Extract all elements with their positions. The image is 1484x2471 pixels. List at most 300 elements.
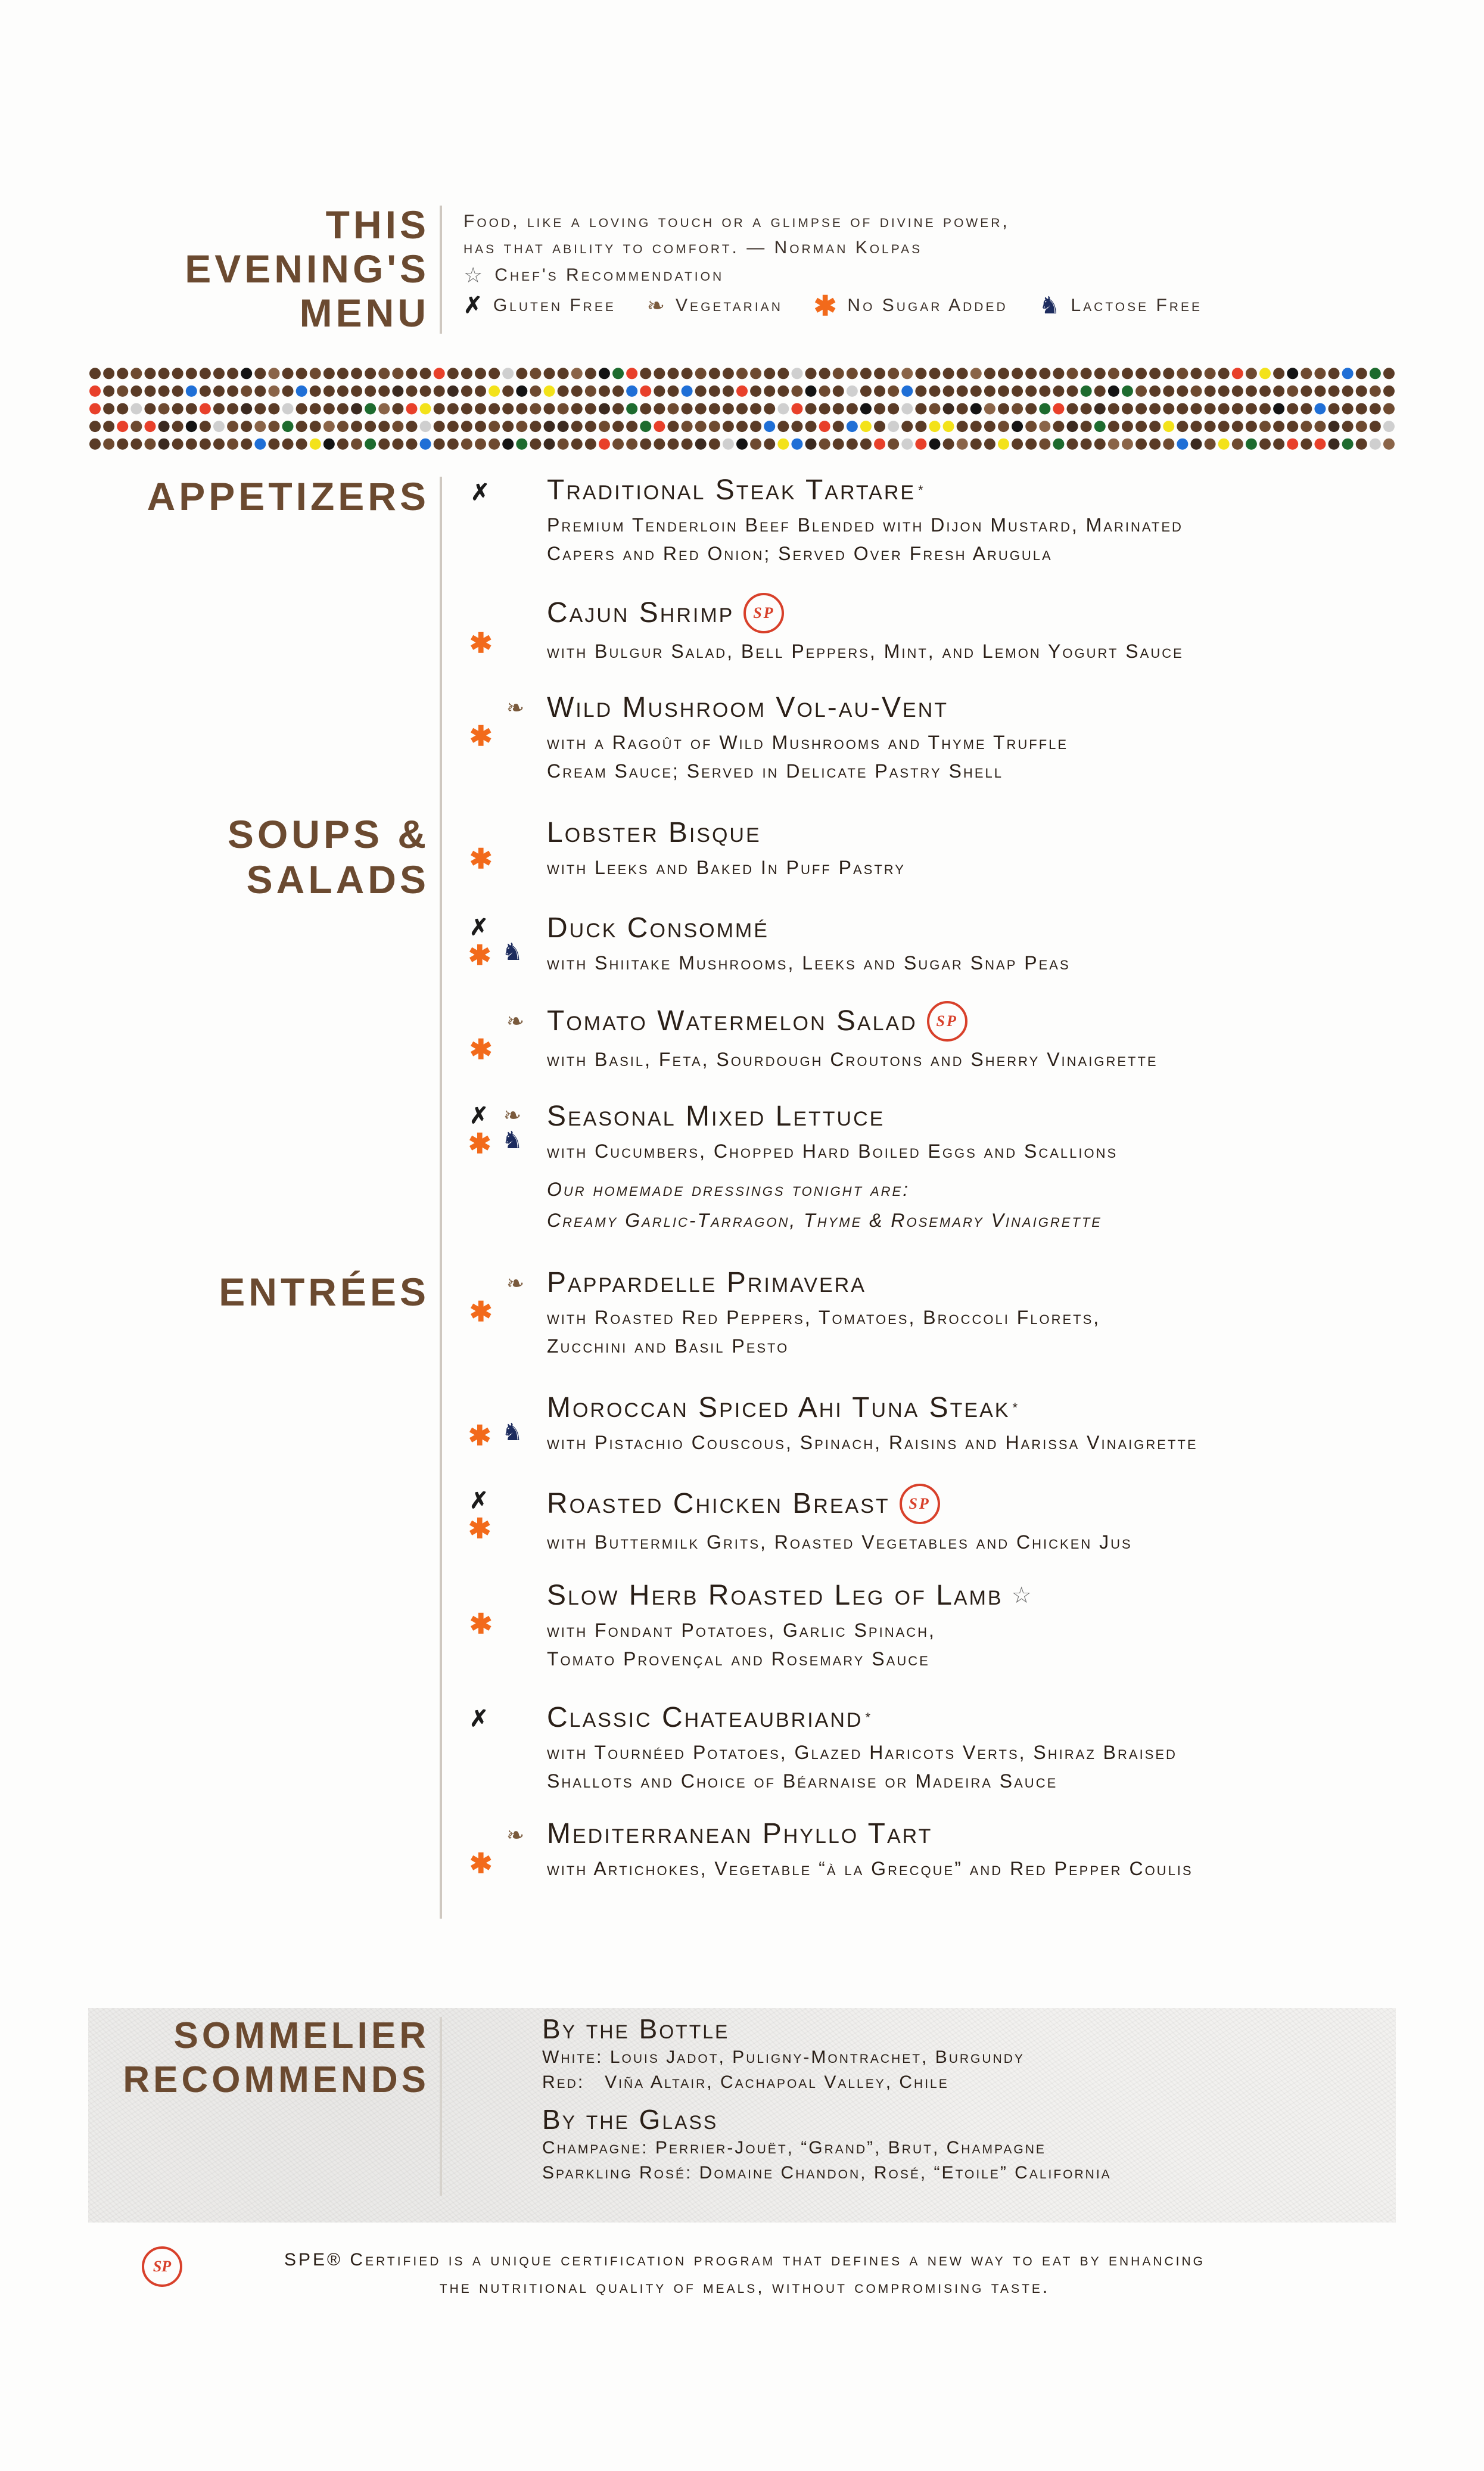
decorative-dot (654, 386, 665, 397)
item-description: Premium Tenderloin Beef Blended with Dijon Mustard, Marinated (547, 514, 1183, 536)
decorative-dot (626, 386, 637, 397)
decorative-dot (860, 368, 872, 379)
legend-label: Gluten Free (493, 296, 616, 315)
decorative-dot (186, 386, 197, 397)
decorative-dot (130, 421, 142, 432)
decorative-dot (1135, 421, 1147, 432)
decorative-dot (213, 386, 225, 397)
lactose-free-icon: ♞ (502, 1127, 523, 1154)
decorative-dot (1135, 403, 1147, 415)
menu-item (547, 912, 1429, 977)
decorative-dot (461, 421, 472, 432)
decorative-dot (1081, 439, 1092, 450)
decorative-dot (750, 386, 761, 397)
decorative-dot (516, 421, 527, 432)
decorative-dot (998, 421, 1009, 432)
decorative-dot (777, 368, 789, 379)
decorative-dot (323, 368, 335, 379)
item-description: Shallots and Choice of Béarnaise or Madeira Sauce (547, 1770, 1058, 1792)
decorative-dot (241, 421, 252, 432)
decorative-dot (1177, 368, 1188, 379)
decorative-dot (158, 439, 170, 450)
decorative-dot (337, 421, 349, 432)
decorative-dot (709, 421, 720, 432)
decorative-dot (89, 403, 101, 415)
decorative-dot (420, 439, 431, 450)
decorative-dot (1273, 439, 1284, 450)
spe-certified-icon: SP (142, 2246, 182, 2287)
decorative-dot (1287, 421, 1298, 432)
decorative-dot (819, 439, 830, 450)
decorative-dot (172, 439, 183, 450)
decorative-dot (117, 368, 128, 379)
decorative-dot (1383, 421, 1395, 432)
decorative-dot (1342, 421, 1354, 432)
decorative-dot (1012, 439, 1023, 450)
decorative-dot (571, 439, 583, 450)
decorative-dot (530, 368, 541, 379)
decorative-dot (172, 386, 183, 397)
decorative-dot (1246, 386, 1257, 397)
decorative-dot (612, 368, 624, 379)
decorative-dot (764, 368, 775, 379)
decorative-dot (1259, 403, 1271, 415)
decorative-dot (805, 368, 817, 379)
decorative-dot (1329, 386, 1340, 397)
decorative-dot (130, 403, 142, 415)
decorative-dot (612, 386, 624, 397)
decorative-dot (186, 439, 197, 450)
decorative-dot (888, 421, 899, 432)
decorative-dot (1329, 368, 1340, 379)
decorative-dot (1246, 421, 1257, 432)
decorative-dot (268, 368, 279, 379)
decorative-dot (640, 386, 651, 397)
decorative-dot (750, 439, 761, 450)
decorative-dot (998, 403, 1009, 415)
decorative-dot (144, 439, 155, 450)
decorative-dot (777, 403, 789, 415)
decorative-dot (750, 421, 761, 432)
item-description: Capers and Red Onion; Served Over Fresh Arugula (547, 543, 1053, 564)
menu-title-line: MENU (299, 291, 430, 335)
decorative-dot (200, 421, 211, 432)
item-description: with Bulgur Salad, Bell Peppers, Mint, and Lemon Yogurt Sauce (547, 641, 1184, 662)
item-name: Roasted Chicken Breast (547, 1488, 890, 1519)
decorative-dot (351, 386, 362, 397)
decorative-dot (1149, 439, 1161, 450)
decorative-dot (434, 368, 445, 379)
decorative-dot (378, 421, 390, 432)
decorative-dot (1273, 403, 1284, 415)
decorative-dot (268, 386, 279, 397)
lactose-free-icon: ♞ (502, 1419, 523, 1446)
legend-chef-label: Chef's Recommendation (494, 265, 724, 285)
decorative-dot (420, 368, 431, 379)
decorative-dot (1205, 439, 1216, 450)
decorative-dot (351, 421, 362, 432)
decorative-dot (158, 421, 170, 432)
decorative-dot (227, 368, 238, 379)
decorative-dot (984, 386, 995, 397)
decorative-dot (1177, 421, 1188, 432)
gluten-free-icon: ✗ (469, 1488, 489, 1513)
decorative-dot (723, 386, 734, 397)
decorative-dot (117, 439, 128, 450)
decorative-dot (585, 403, 596, 415)
decorative-dot (558, 368, 569, 379)
decorative-dot (130, 439, 142, 450)
item-description: with a Ragoût of Wild Mushrooms and Thyme Truffle (547, 732, 1069, 753)
decorative-dot (351, 368, 362, 379)
decorative-dot (558, 386, 569, 397)
quote-line: Food, like a loving touch or a glimpse of divine power, (463, 212, 1010, 231)
decorative-dot (1342, 403, 1354, 415)
decorative-dot (1329, 403, 1340, 415)
decorative-dot (970, 439, 982, 450)
decorative-dot (1356, 403, 1367, 415)
decorative-dot (461, 386, 472, 397)
decorative-dot (282, 403, 294, 415)
decorative-dot (984, 368, 995, 379)
decorative-dot (1012, 421, 1023, 432)
decorative-dot (626, 403, 637, 415)
menu-title (185, 203, 430, 335)
decorative-dot (158, 386, 170, 397)
decorative-dot (1246, 368, 1257, 379)
section-line: SOUPS & (227, 812, 430, 856)
decorative-dot (915, 421, 926, 432)
decorative-dot (736, 386, 748, 397)
decorative-dot (626, 421, 637, 432)
decorative-dot (516, 439, 527, 450)
legend-lactose-free (1039, 294, 1202, 318)
decorative-dot (695, 368, 707, 379)
decorative-dot (915, 386, 926, 397)
decorative-dot (695, 421, 707, 432)
decorative-dot (1232, 439, 1243, 450)
item-name: Tomato Watermelon Salad (547, 1005, 917, 1037)
decorative-dot (640, 439, 651, 450)
wine-heading: By the Bottle (542, 2013, 730, 2044)
decorative-dot (929, 403, 940, 415)
decorative-dot (227, 421, 238, 432)
quote-line: has that ability to comfort. — Norman Kolpas (463, 238, 923, 257)
menu-item (547, 816, 1429, 882)
decorative-dot (544, 403, 555, 415)
menu-item (547, 1266, 1429, 1360)
decorative-dot (682, 439, 693, 450)
decorative-dot (1053, 386, 1064, 397)
decorative-dot (365, 421, 376, 432)
decorative-dot (1356, 386, 1367, 397)
decorative-dot (984, 403, 995, 415)
decorative-dot (516, 386, 527, 397)
decorative-dot (901, 368, 913, 379)
sommelier-divider (440, 2017, 442, 2196)
decorative-dot (777, 386, 789, 397)
item-name: Cajun Shrimp (547, 597, 735, 629)
decorative-dot (901, 439, 913, 450)
decorative-dot (268, 403, 279, 415)
section-sommelier (123, 2014, 430, 2102)
decorative-dot (89, 421, 101, 432)
decorative-dot (1081, 403, 1092, 415)
decorative-dot (1342, 368, 1354, 379)
decorative-dot (860, 403, 872, 415)
decorative-dot (558, 421, 569, 432)
decorative-dot (1273, 421, 1284, 432)
decorative-dot (544, 439, 555, 450)
decorative-dot (612, 421, 624, 432)
decorative-dot (1301, 403, 1312, 415)
decorative-dot (200, 403, 211, 415)
decorative-dot (612, 403, 624, 415)
decorative-dot (447, 386, 459, 397)
decorative-dot (420, 403, 431, 415)
decorative-dot (1190, 421, 1202, 432)
decorative-dot (144, 421, 155, 432)
decorative-dot (365, 439, 376, 450)
decorative-dot (502, 386, 514, 397)
decorative-dot (847, 439, 858, 450)
decorative-dot (943, 439, 954, 450)
vegetarian-icon: ❧ (506, 1009, 525, 1033)
decorative-dot (1205, 368, 1216, 379)
decorative-dot (1039, 386, 1050, 397)
decorative-dot (516, 368, 527, 379)
decorative-dot (1067, 439, 1078, 450)
decorative-dot (254, 421, 266, 432)
decorative-dot (544, 386, 555, 397)
chef-recommendation-icon: ☆ (1011, 1583, 1034, 1608)
decorative-dot (1287, 368, 1298, 379)
decorative-dot (420, 421, 431, 432)
decorative-dot (186, 421, 197, 432)
decorative-dot (323, 439, 335, 450)
decorative-dot (970, 368, 982, 379)
decorative-dot (1053, 403, 1064, 415)
decorative-dot (929, 421, 940, 432)
decorative-dot (709, 368, 720, 379)
decorative-dot (1383, 386, 1395, 397)
decorative-dot (585, 439, 596, 450)
item-name: Moroccan Spiced Ahi Tuna Steak (547, 1392, 1010, 1423)
decorative-dot (406, 439, 417, 450)
raw-mark: * (865, 1710, 873, 1725)
decorative-dot (915, 368, 926, 379)
decorative-dot (833, 421, 844, 432)
decorative-dot (103, 368, 114, 379)
decorative-dot (819, 386, 830, 397)
menu-item (547, 1391, 1429, 1457)
decorative-dot (1314, 368, 1326, 379)
decorative-dot (833, 439, 844, 450)
decorative-dot (434, 386, 445, 397)
decorative-dot (475, 386, 486, 397)
decorative-dot (475, 439, 486, 450)
decorative-dot (1094, 403, 1106, 415)
decorative-dot (461, 439, 472, 450)
decorative-dot (736, 421, 748, 432)
section-appetizers: APPETIZERS (147, 474, 430, 518)
decorative-dot (874, 386, 885, 397)
decorative-dot (695, 403, 707, 415)
footnote-line: the nutritional quality of meals, without compromising taste. (439, 2277, 1050, 2297)
decorative-dot (144, 368, 155, 379)
decorative-dot (558, 439, 569, 450)
section-divider (440, 477, 442, 1919)
decorative-dot (1025, 421, 1037, 432)
decorative-dot (323, 421, 335, 432)
decorative-dot (406, 368, 417, 379)
decorative-dot (406, 386, 417, 397)
decorative-dot (764, 421, 775, 432)
decorative-dot (1301, 421, 1312, 432)
decorative-dot (1025, 368, 1037, 379)
decorative-dot (461, 368, 472, 379)
decorative-dot (392, 403, 403, 415)
decorative-dot (1383, 368, 1395, 379)
decorative-dot (103, 403, 114, 415)
decorative-dot (1356, 421, 1367, 432)
decorative-dot (558, 403, 569, 415)
decorative-dot (1122, 386, 1133, 397)
decorative-dot (1190, 386, 1202, 397)
decorative-dot (1122, 439, 1133, 450)
legend-label: Lactose Free (1071, 296, 1202, 315)
legend-label: Vegetarian (676, 296, 783, 315)
item-name: Mediterranean Phyllo Tart (547, 1818, 933, 1850)
decorative-dot (667, 386, 679, 397)
decorative-dot (874, 439, 885, 450)
decorative-dot (89, 386, 101, 397)
decorative-dot (1067, 368, 1078, 379)
decorative-dot (682, 421, 693, 432)
decorative-dot (489, 421, 500, 432)
decorative-dot (957, 439, 968, 450)
decorative-dot (1287, 403, 1298, 415)
decorative-dot (682, 368, 693, 379)
decorative-dot (929, 386, 940, 397)
decorative-dot (998, 439, 1009, 450)
decorative-dot (213, 439, 225, 450)
item-name: Slow Herb Roasted Leg of Lamb (547, 1580, 1003, 1611)
decorative-dot (1081, 386, 1092, 397)
decorative-dot (1094, 386, 1106, 397)
decorative-dot (736, 439, 748, 450)
wine-line: Red: Viña Altair, Cachapoal Valley, Chile (542, 2072, 949, 2092)
decorative-dot (1205, 386, 1216, 397)
decorative-dot (392, 421, 403, 432)
decorative-dot (516, 403, 527, 415)
decorative-dot (282, 421, 294, 432)
decorative-dot (764, 439, 775, 450)
decorative-dot (819, 421, 830, 432)
vegetarian-icon: ❧ (506, 695, 525, 720)
decorative-dot (709, 403, 720, 415)
decorative-dot (860, 439, 872, 450)
decorative-dot (310, 439, 321, 450)
decorative-dot (723, 439, 734, 450)
raw-mark: * (1012, 1400, 1020, 1415)
decorative-dot (1108, 368, 1119, 379)
no-sugar-icon: ✱ (469, 843, 493, 874)
decorative-dot (695, 439, 707, 450)
decorative-dot (351, 403, 362, 415)
decorative-dot (874, 403, 885, 415)
no-sugar-icon: ✱ (468, 1128, 491, 1159)
item-description: with Cucumbers, Chopped Hard Boiled Eggs and Scallions (547, 1140, 1118, 1162)
decorative-dot (654, 368, 665, 379)
decorative-dot (241, 403, 252, 415)
decorative-dot (1287, 386, 1298, 397)
decorative-dot (1370, 386, 1381, 397)
decorative-dot (915, 439, 926, 450)
item-description: Cream Sauce; Served in Delicate Pastry Shell (547, 760, 1003, 782)
decorative-dot (723, 421, 734, 432)
no-sugar-icon: ✱ (468, 940, 491, 971)
item-description: with Leeks and Baked In Puff Pastry (547, 857, 906, 878)
decorative-dot (847, 386, 858, 397)
decorative-dot (1039, 421, 1050, 432)
decorative-dot (957, 368, 968, 379)
decorative-dot (475, 368, 486, 379)
decorative-dot (1012, 403, 1023, 415)
item-description: with Fondant Potatoes, Garlic Spinach, (547, 1620, 936, 1641)
decorative-dot (626, 439, 637, 450)
decorative-dot (1025, 403, 1037, 415)
gluten-free-icon: ✗ (463, 293, 485, 318)
decorative-dot (901, 403, 913, 415)
decorative-dot (1356, 368, 1367, 379)
lactose-free-icon: ♞ (1038, 293, 1063, 319)
decorative-dot (530, 403, 541, 415)
menu-title-line: THIS (325, 203, 430, 247)
decorative-dot (1259, 368, 1271, 379)
decorative-dot (392, 439, 403, 450)
decorative-dot (103, 386, 114, 397)
decorative-dot (144, 386, 155, 397)
section-entrees: ENTRÉES (219, 1270, 430, 1314)
decorative-dot (337, 386, 349, 397)
decorative-dot (254, 403, 266, 415)
decorative-dot (888, 403, 899, 415)
item-name: Seasonal Mixed Lettuce (547, 1101, 885, 1132)
decorative-dot (117, 403, 128, 415)
decorative-dot (709, 439, 720, 450)
menu-item (547, 1100, 1429, 1236)
decorative-dot (130, 368, 142, 379)
dressing-note: Our homemade dressings tonight are: (547, 1179, 910, 1200)
decorative-dot (1135, 386, 1147, 397)
decorative-dot (957, 403, 968, 415)
decorative-dot (337, 403, 349, 415)
decorative-dot (337, 439, 349, 450)
decorative-dot (640, 421, 651, 432)
decorative-dot (1149, 368, 1161, 379)
decorative-dot (1108, 386, 1119, 397)
decorative-dot (200, 386, 211, 397)
decorative-dot (1163, 368, 1174, 379)
decorative-dot (337, 368, 349, 379)
decorative-dot (1301, 439, 1312, 450)
decorative-dot (254, 386, 266, 397)
decorative-dot (1067, 403, 1078, 415)
decorative-dot (172, 403, 183, 415)
decorative-dot (736, 368, 748, 379)
wine-line: White: Louis Jadot, Puligny-Montrachet, Burgundy (542, 2047, 1025, 2067)
